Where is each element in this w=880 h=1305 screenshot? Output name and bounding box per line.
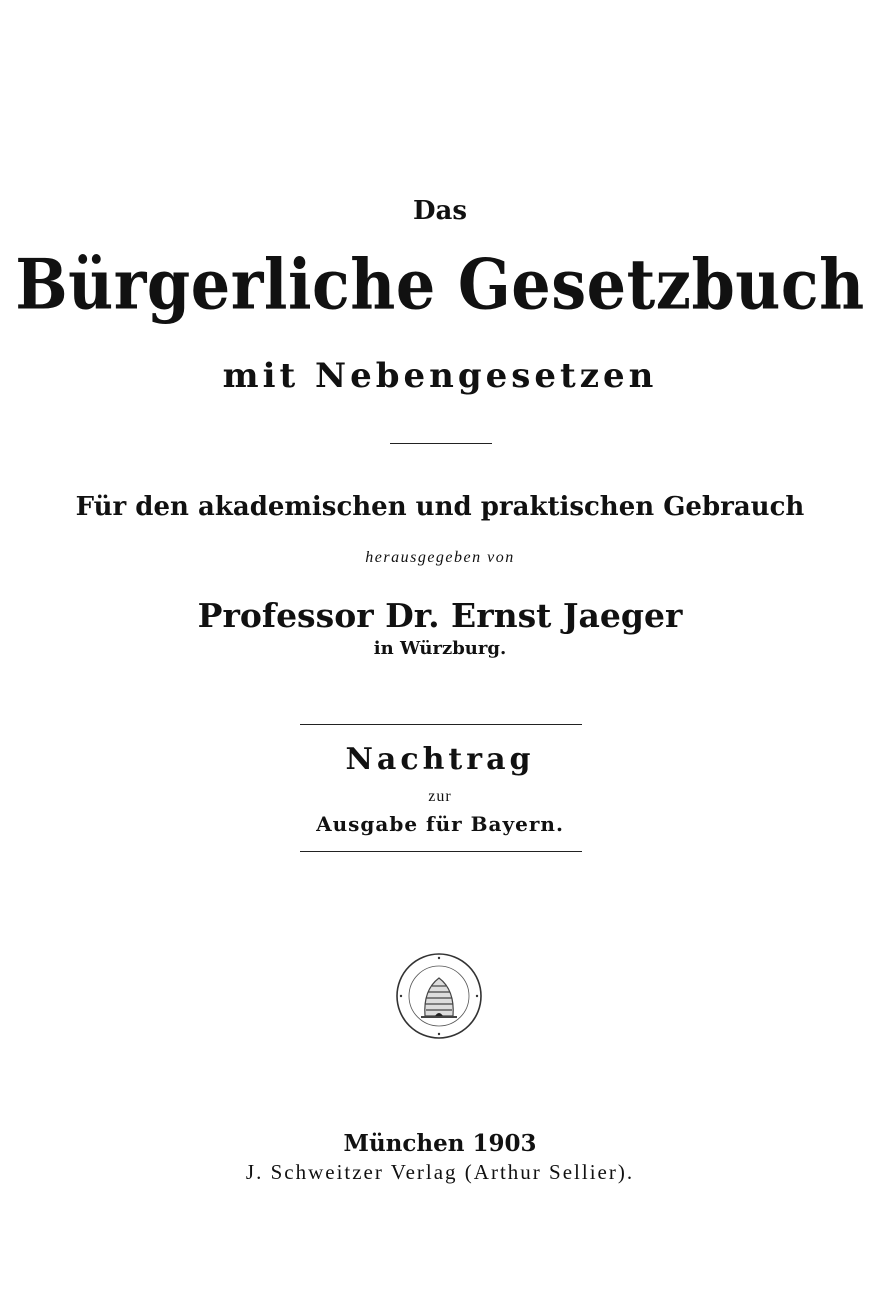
editor-intro: herausgegeben von <box>365 549 515 566</box>
supplement-title: Nachtrag <box>345 742 535 777</box>
editor-city: in Würzburg. <box>373 638 507 659</box>
purpose-line: Für den akademischen und praktischen Gebrauch <box>75 492 805 522</box>
main-title: Bürgerliche Gesetzbuch <box>15 243 865 326</box>
publisher-line: J. Schweitzer Verlag (Arthur Sellier). <box>245 1160 635 1184</box>
subtitle: mit Nebengesetzen <box>222 356 658 396</box>
beehive-seal-icon <box>393 950 485 1042</box>
divider-rule <box>300 724 582 725</box>
supplement-connector: zur <box>428 788 452 805</box>
place-and-year: München 1903 <box>343 1130 537 1157</box>
edition-line: Ausgabe für Bayern. <box>316 812 564 836</box>
divider-rule <box>390 443 492 444</box>
editor-name: Professor Dr. Ernst Jaeger <box>197 596 683 635</box>
title-article: Das <box>412 196 468 226</box>
divider-rule <box>300 851 582 852</box>
